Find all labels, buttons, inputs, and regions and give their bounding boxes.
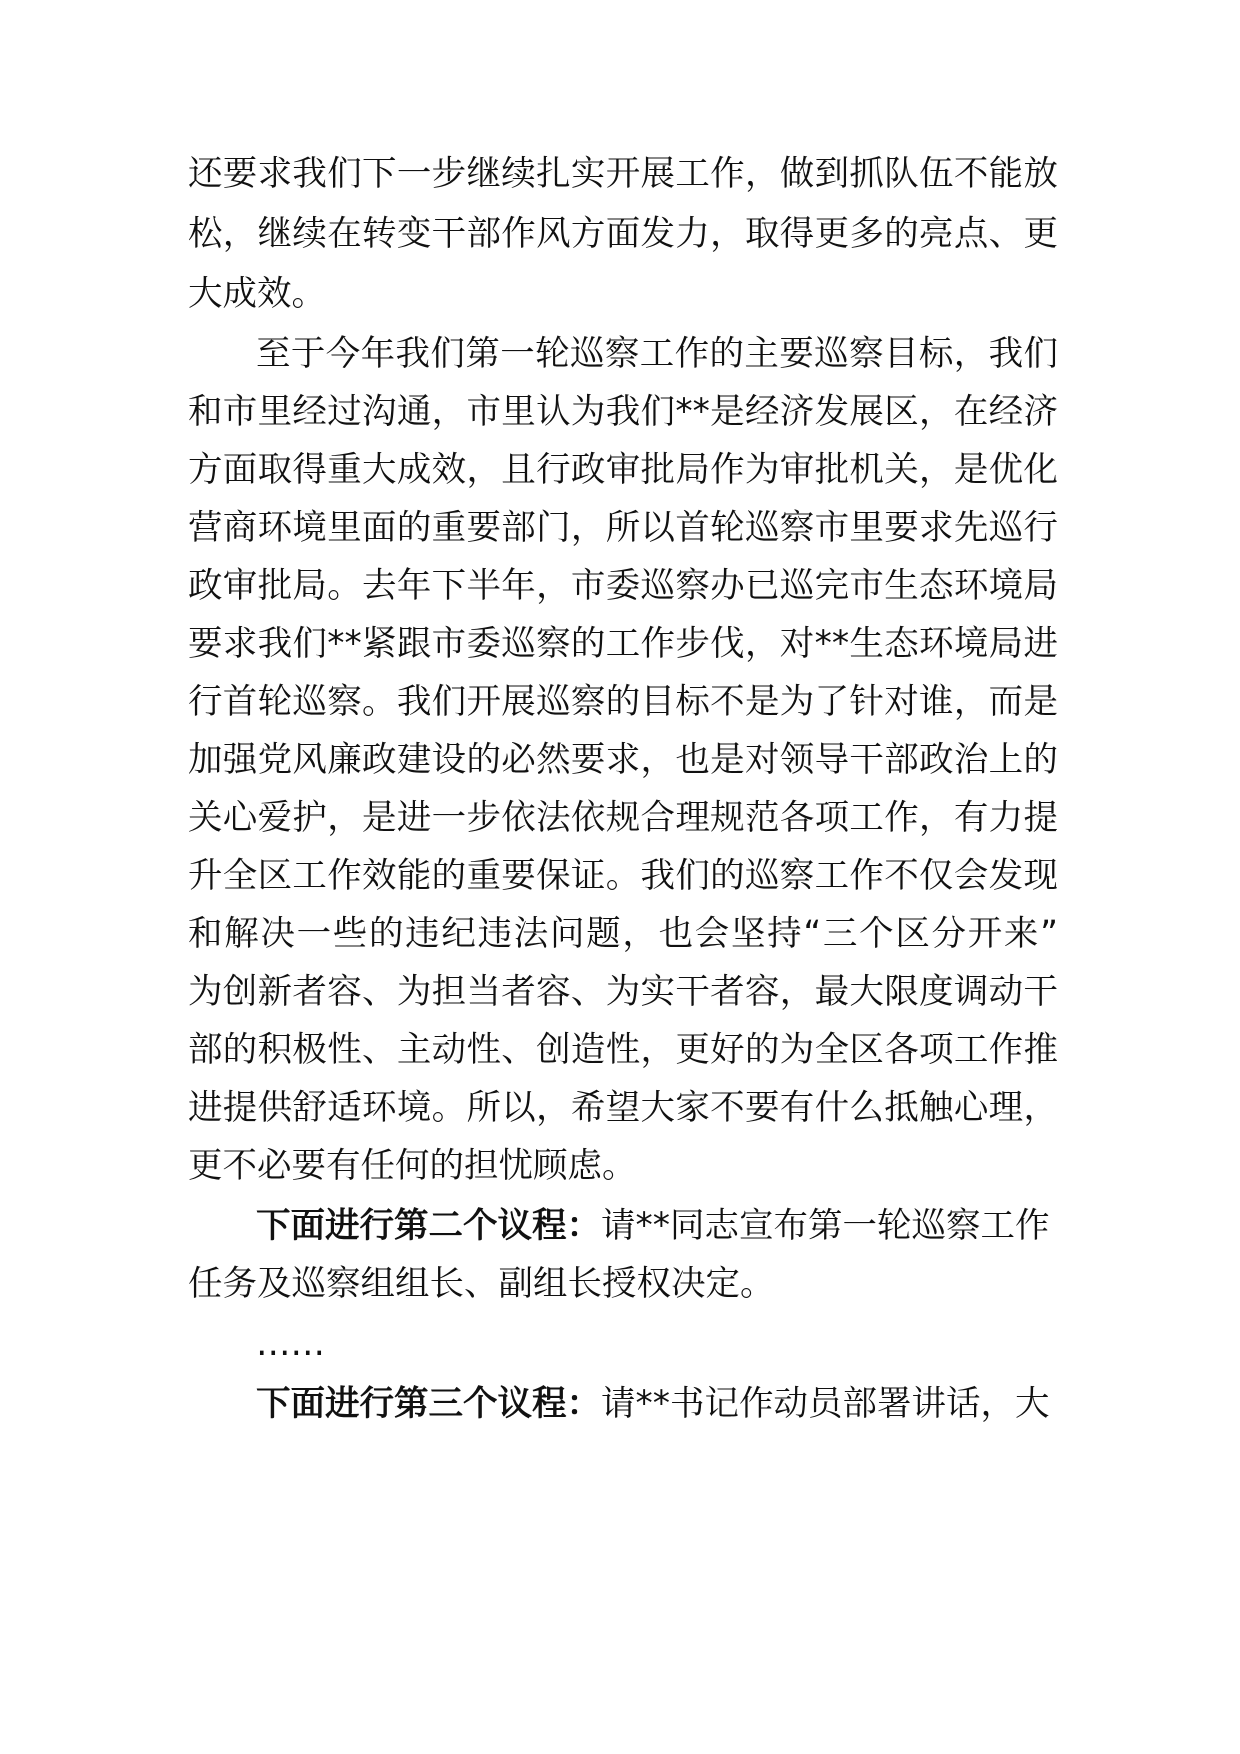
agenda-three-line	[256, 1372, 1058, 1436]
agenda-two-label: 下面进行第二个议程：	[256, 1206, 601, 1246]
paragraph-line: 加强党风廉政建设的必然要求，也是对领导干部政治上的	[188, 740, 1058, 780]
paragraph-line: 还要求我们下一步继续扎实开展工作，做到抓队伍不能放	[188, 154, 1058, 194]
paragraph-line: 关心爱护，是进一步依法依规合理规范各项工作，有力提	[188, 798, 1058, 838]
ellipsis: ……	[256, 1324, 325, 1364]
paragraph-line: 松，继续在转变干部作风方面发力，取得更多的亮点、更	[188, 214, 1058, 254]
paragraph-line: 营商环境里面的重要部门，所以首轮巡察市里要求先巡行	[188, 508, 1058, 548]
agenda-three-label: 下面进行第三个议程：	[256, 1384, 601, 1424]
paragraph-line: 政审批局。去年下半年，市委巡察办已巡完市生态环境局	[188, 566, 1058, 606]
paragraph-line: 部的积极性、主动性、创造性，更好的为全区各项工作推	[188, 1030, 1058, 1070]
paragraph-line: 为创新者容、为担当者容、为实干者容，最大限度调动干	[188, 972, 1058, 1012]
paragraph-line: 行首轮巡察。我们开展巡察的目标不是为了针对谁，而是	[188, 682, 1058, 722]
agenda-two-line	[256, 1194, 1058, 1258]
paragraph-line: 升全区工作效能的重要保证。我们的巡察工作不仅会发现	[188, 856, 1058, 896]
paragraph-line: 要求我们**紧跟市委巡察的工作步伐，对**生态环境局进	[188, 624, 1058, 664]
paragraph-line: 和解决一些的违纪违法问题，也会坚持“三个区分开来”	[188, 914, 1058, 954]
paragraph-line: 更不必要有任何的担忧顾虑。	[188, 1146, 637, 1186]
paragraph-line: 和市里经过沟通，市里认为我们**是经济发展区，在经济	[188, 392, 1058, 432]
agenda-two-continuation: 任务及巡察组组长、副组长授权决定。	[188, 1264, 775, 1304]
paragraph-line: 大成效。	[188, 274, 326, 314]
paragraph-line: 方面取得重大成效，且行政审批局作为审批机关，是优化	[188, 450, 1058, 490]
paragraph-line: 进提供舒适环境。所以，希望大家不要有什么抵触心理，	[188, 1088, 1058, 1128]
agenda-three-text: 请**书记作动员部署讲话，大	[601, 1384, 1050, 1424]
agenda-two-text: 请**同志宣布第一轮巡察工作	[601, 1206, 1050, 1246]
paragraph-line: 至于今年我们第一轮巡察工作的主要巡察目标，我们	[256, 334, 1058, 374]
